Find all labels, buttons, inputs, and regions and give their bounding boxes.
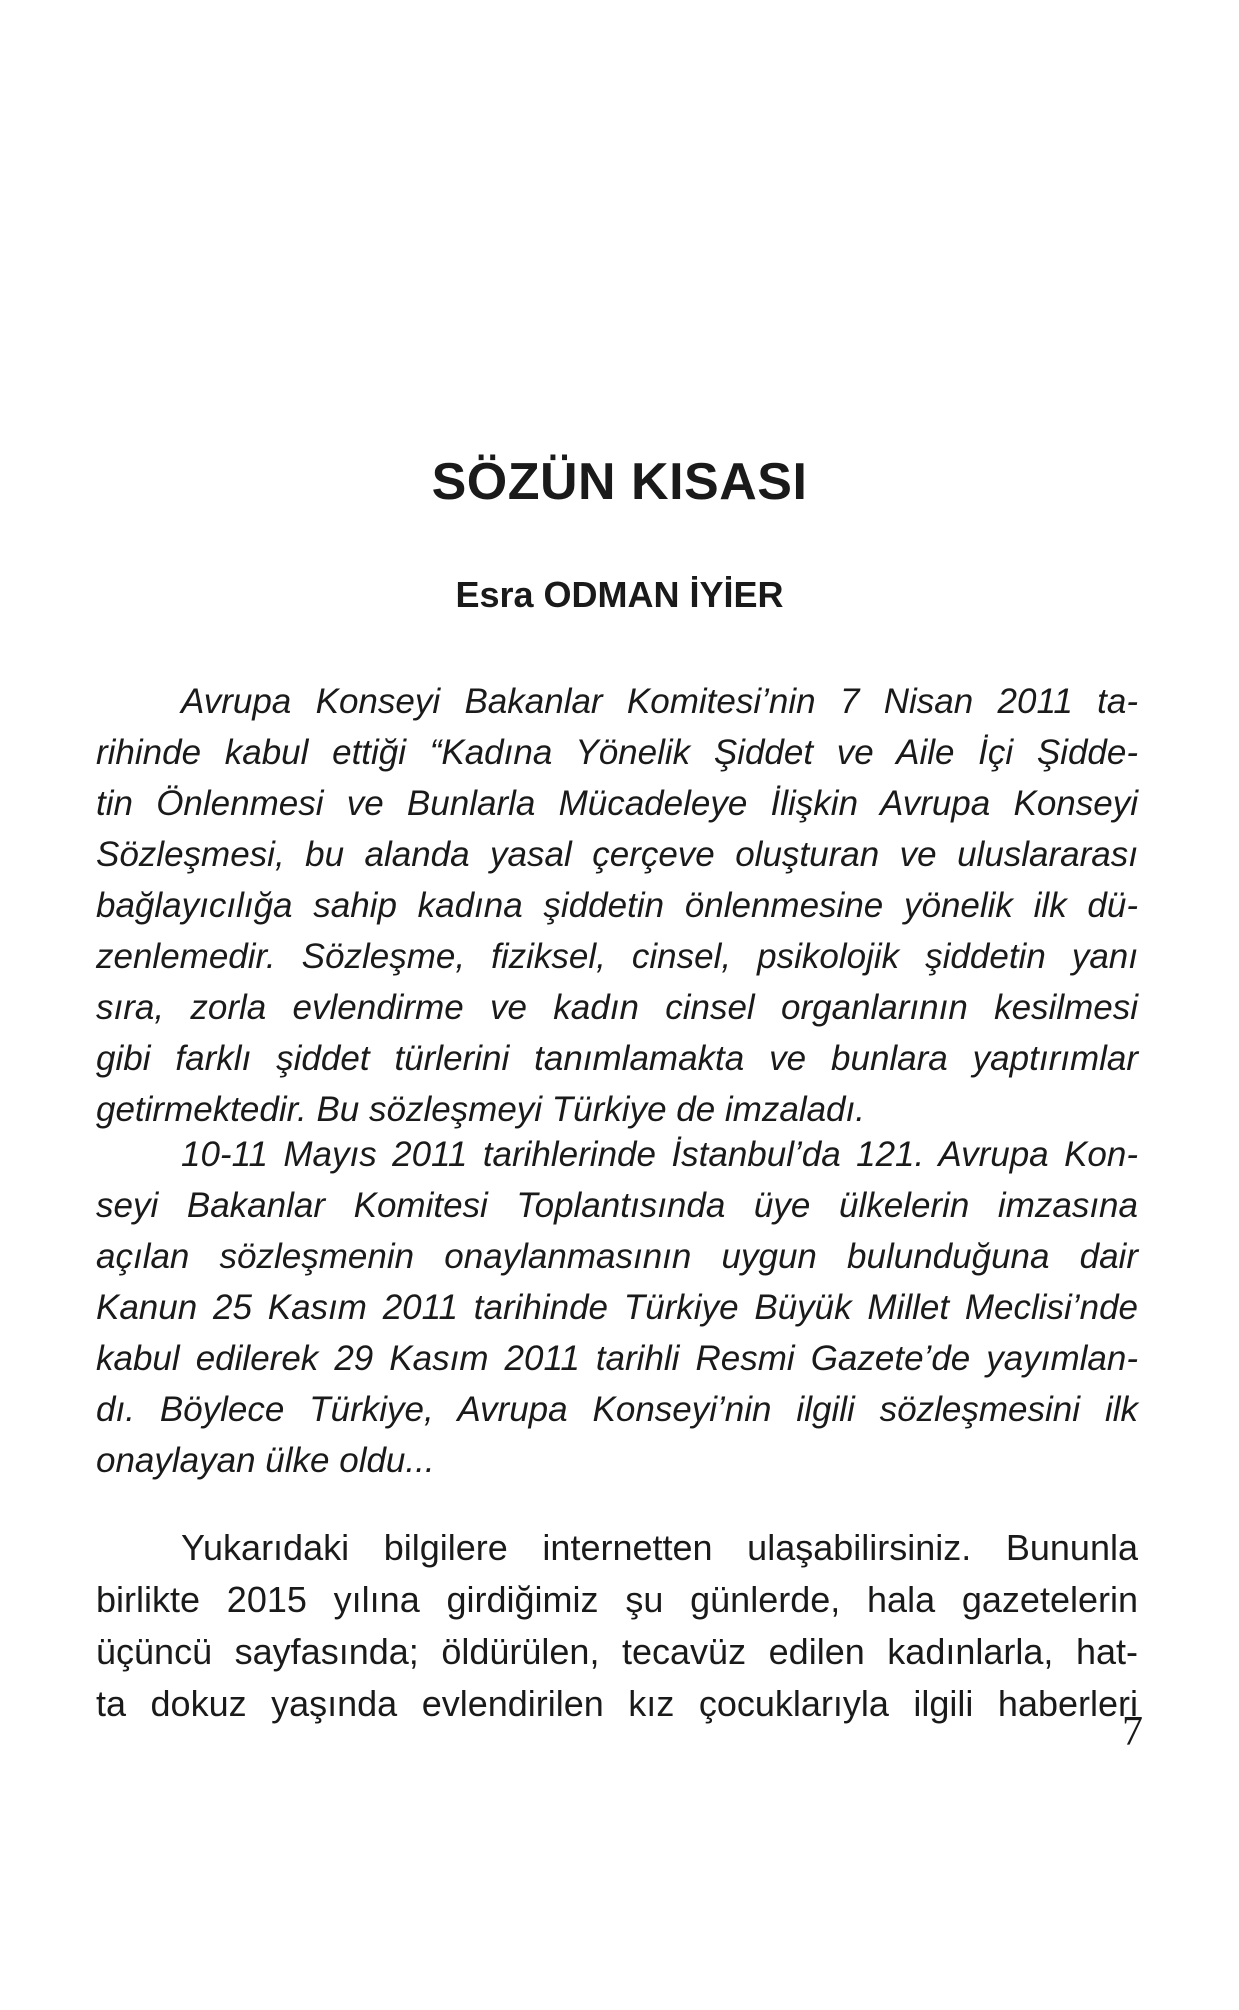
text-line: açılan sözleşmenin onaylanmasının uygun bulunduğuna dair <box>96 1237 1138 1276</box>
text-line: üçüncü sayfasında; öldürülen, tecavüz edilen kadınlarla, hat- <box>96 1631 1138 1672</box>
text-line: sıra, zorla evlendirme ve kadın cinsel organlarının kesilmesi <box>96 988 1138 1027</box>
italic-paragraph-1 <box>96 676 1138 1135</box>
italic-paragraph-2 <box>96 1129 1138 1486</box>
text-line: zenlemedir. Sözleşme, fiziksel, cinsel, psikolojik şiddetin yanı <box>96 937 1138 976</box>
text-line: onaylayan ülke oldu... <box>96 1441 435 1480</box>
text-line: Sözleşmesi, bu alanda yasal çerçeve oluşturan ve uluslararası <box>96 835 1138 874</box>
chapter-title: SÖZÜN KISASI <box>431 453 808 511</box>
text-line: seyi Bakanlar Komitesi Toplantısında üye ülkelerin imzasına <box>96 1186 1138 1225</box>
text-line: 10-11 Mayıs 2011 tarihlerinde İstanbul’da 121. Avrupa Kon- <box>181 1135 1138 1174</box>
text-line: rihinde kabul ettiği “Kadına Yönelik Şiddet ve Aile İçi Şidde- <box>96 733 1138 772</box>
text-line: birlikte 2015 yılına girdiğimiz şu günlerde, hala gazetelerin <box>96 1579 1138 1620</box>
text-line: Avrupa Konseyi Bakanlar Komitesi’nin 7 Nisan 2011 ta- <box>181 682 1138 721</box>
text-line: getirmektedir. Bu sözleşmeyi Türkiye de imzaladı. <box>96 1090 865 1129</box>
body-paragraph <box>96 1522 1138 1730</box>
text-line: gibi farklı şiddet türlerini tanımlamakta ve bunlara yaptırımlar <box>96 1039 1138 1078</box>
text-line: ta dokuz yaşında evlendirilen kız çocuklarıyla ilgili haberleri <box>96 1683 1138 1724</box>
text-line: dı. Böylece Türkiye, Avrupa Konseyi’nin ilgili sözleşmesini ilk <box>96 1390 1138 1429</box>
author-name: Esra ODMAN İYİER <box>455 574 784 615</box>
text-line: kabul edilerek 29 Kasım 2011 tarihli Resmi Gazete’de yayımlan- <box>96 1339 1138 1378</box>
text-line: tin Önlenmesi ve Bunlarla Mücadeleye İlişkin Avrupa Konseyi <box>96 784 1138 823</box>
text-line: bağlayıcılığa sahip kadına şiddetin önlenmesine yönelik ilk dü- <box>96 886 1138 925</box>
text-line: Yukarıdaki bilgilere internetten ulaşabilirsiniz. Bununla <box>181 1527 1138 1568</box>
text-line: Kanun 25 Kasım 2011 tarihinde Türkiye Büyük Millet Meclisi’nde <box>96 1288 1138 1327</box>
page-number: 7 <box>1122 1709 1143 1755</box>
